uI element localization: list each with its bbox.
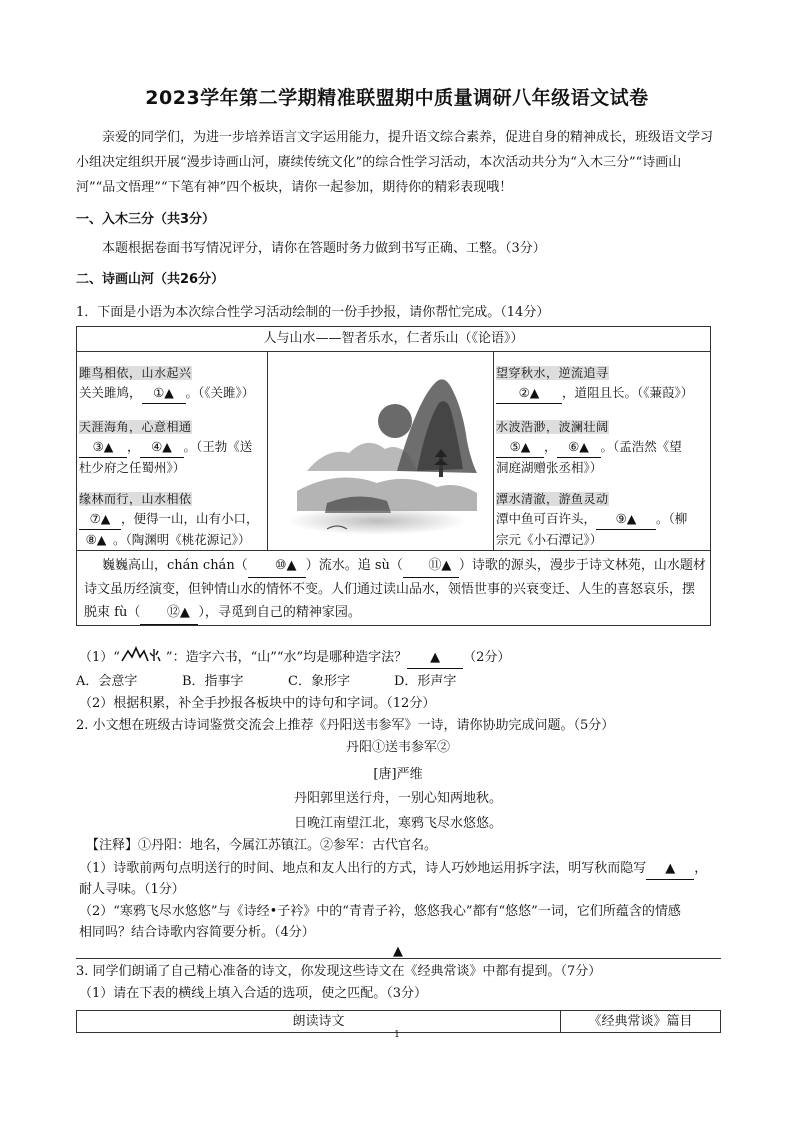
- q3-col-chapter: 《经典常谈》篇目: [588, 1014, 693, 1029]
- q1-stem: 1．下面是小语为本次综合性学习活动绘制的一份手抄报，请你帮忙完成。（14分）: [76, 305, 550, 320]
- tabloid-table: [76, 326, 711, 626]
- block-heading: 雎鸟相依，山水起兴: [79, 366, 192, 380]
- q3-col-reading: 朗读诗文: [77, 1011, 561, 1032]
- q2-stem: 2. 小文想在班级古诗词鉴赏交流会上推荐《丹阳送韦参军》一诗，请你协助完成问题。（5分）: [76, 718, 615, 733]
- tabloid-illustration: [267, 351, 493, 550]
- right-block-3: 潭水清澈，游鱼灵动 潭中鱼可百许头， ⑨▲ 。（柳 宗元《小石潭记》）: [496, 492, 688, 547]
- section-1-text: 本题根据卷面书写情况评分，请你在答题时务力做到书写正确、工整。（3分）: [102, 241, 546, 256]
- poem-line-2: 日晚江南望江北，寒鸦飞尽水悠悠。: [293, 816, 502, 831]
- blank-1[interactable]: ①▲: [142, 383, 186, 404]
- ink-landscape-painting: [267, 351, 493, 550]
- q2-sub1: （1）诗歌前两句点明送行的时间、地点和友人出行的方式，诗人巧妙地运用拆字法，明写秋而隐写 ▲ ，耐人寻味。（1分）: [79, 861, 708, 897]
- block-heading: 望穿秋水，逆流追寻: [496, 366, 609, 380]
- page-number: 1: [394, 1030, 400, 1040]
- section-2-heading: 二、诗画山河（共26分）: [76, 272, 225, 287]
- right-block-1: 望穿秋水，逆流追寻 ②▲ ，道阻且长。（《蒹葭》）: [496, 363, 709, 404]
- option-c[interactable]: C．象形字: [288, 674, 350, 689]
- option-d[interactable]: D．形声字: [394, 674, 457, 689]
- block-heading: 潭水清澈，游鱼灵动: [496, 492, 609, 506]
- page-title: 2023学年第二学期精准联盟期中质量调研八年级语文试卷: [145, 87, 649, 109]
- left-block-3: 缘林而行，山水相依 ⑦▲ ，便得一山，山有小口， ⑧▲ 。（陶渊明《桃花源记》）: [79, 489, 265, 551]
- poem-note: 【注释】①丹阳：地名，今属江苏镇江。②参军：古代官名。: [86, 838, 438, 853]
- tabloid-left-column: [77, 351, 268, 550]
- q2-answer-mark[interactable]: ▲: [393, 944, 403, 959]
- q3-sub1: （1）请在下表的横线上填入合适的选项，使之匹配。（3分）: [79, 986, 428, 1001]
- blank-9[interactable]: ⑨▲: [596, 509, 656, 530]
- blank-5[interactable]: ⑤▲: [496, 437, 544, 458]
- right-block-2: 水波浩渺，波澜壮阔 ⑤▲ ， ⑥▲ 。（孟浩然《望 洞庭湖赠张丞相》）: [496, 420, 682, 475]
- poem-author: [唐]严维: [373, 767, 423, 782]
- blank-8[interactable]: ⑧▲: [79, 530, 113, 551]
- intro-paragraph: 亲爱的同学们，为进一步培养语言文字运用能力，提升语文综合素养，促进自身的精神成长，班级语文学习小组决定组织开展“漫步诗画山河，赓续传统文化”的综合性学习活动，本次活动共分为“入木三分”“诗画山河”“品文悟理”“下笔有神”四个板块，请你一起参加，期待你的精彩表现哦！: [76, 130, 714, 195]
- blank-6[interactable]: ⑥▲: [557, 437, 601, 458]
- poem-line-1: 丹阳郭里送行舟，一别心知两地秋。: [293, 791, 502, 806]
- blank-11[interactable]: ⑪▲: [403, 554, 459, 578]
- q1-sub1: （1）“ ”：造字六书，“山”“水”均是哪种造字法？ ▲ （2分）: [79, 645, 723, 669]
- blank-7[interactable]: ⑦▲: [79, 509, 121, 530]
- block-heading: 水波浩渺，波澜壮阔: [496, 420, 609, 434]
- blank-2[interactable]: ②▲: [496, 383, 562, 404]
- q2-sub2-line-1: （2）“寒鸦飞尽水悠悠”与《诗经•子衿》中的“青青子衿，悠悠我心”都有“悠悠”一词，它们所蕴含的情感: [79, 904, 681, 919]
- q2-sub1-blank[interactable]: ▲: [646, 859, 694, 880]
- tabloid-right-column: [493, 351, 711, 550]
- answer-line: [76, 958, 721, 959]
- poem-title: 丹阳①送韦参军②: [345, 740, 450, 755]
- block-heading: 天涯海角，心意相通: [79, 420, 192, 434]
- section-1-heading: 一、入木三分（共3分）: [76, 212, 216, 227]
- option-b[interactable]: B．指事字: [182, 674, 244, 689]
- ancient-characters-glyph: [120, 645, 166, 665]
- tabloid-title: 人与山水——智者乐水，仁者乐山（《论语》）: [77, 327, 710, 352]
- blank-10[interactable]: ⑩▲: [248, 554, 306, 578]
- block-heading: 缘林而行，山水相依: [79, 492, 192, 506]
- tabloid-bottom-text: 巍巍高山，chán chán（ ⑩▲ ）流水。追 sù（ ⑪▲ ）诗歌的源头，漫步于诗文林苑，山水题材诗文虽历经演变，但钟情山水的情怀不变。人们通过读山品水，领悟世事的兴衰变迁、人生的喜怒哀乐，摆脱束 fù（ ⑫▲ ），寻觅到自己的精神家园。: [77, 550, 710, 627]
- q1-options: [76, 672, 720, 692]
- q1-sub2: （2）根据积累，补全手抄报各板块中的诗句和字词。（12分）: [79, 696, 436, 711]
- left-block-1: 雎鸟相依，山水起兴 关关雎鸠， ①▲ 。（《关雎》）: [79, 363, 265, 404]
- q1-sub1-blank[interactable]: ▲: [407, 648, 463, 669]
- option-a[interactable]: A．会意字: [76, 674, 138, 689]
- blank-4[interactable]: ④▲: [140, 437, 184, 458]
- blank-12[interactable]: ⑫▲: [140, 601, 198, 625]
- left-block-2: 天涯海角，心意相通 ③▲ ， ④▲ 。（王勃《送 杜少府之任蜀州》）: [79, 420, 253, 475]
- q2-sub2-line-2: 相同吗？结合诗歌内容简要分析。（4分）: [79, 925, 315, 940]
- q3-stem: 3. 同学们朗诵了自己精心准备的诗文，你发现这些诗文在《经典常谈》中都有提到。（7分）: [76, 964, 602, 979]
- blank-3[interactable]: ③▲: [79, 437, 127, 458]
- sun-icon: [378, 404, 412, 438]
